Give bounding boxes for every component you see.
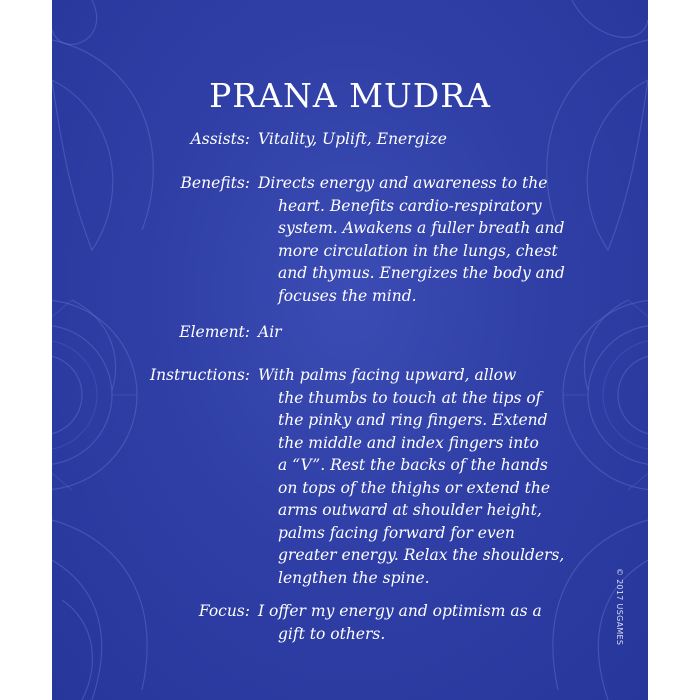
instructions-text [258, 364, 604, 589]
element-text [258, 321, 604, 344]
instructions-label: Instructions: [149, 366, 250, 384]
text-line: the thumbs to touch at the tips of [278, 388, 542, 407]
text-line: the pinky and ring fingers. Extend [278, 411, 548, 429]
assists-text [258, 128, 604, 151]
text-line: I offer my energy and optimism as a [258, 602, 542, 620]
text-line: Air [258, 323, 282, 341]
text-line: lengthen the spine. [278, 568, 430, 587]
focus-label: Focus: [198, 602, 250, 620]
text-line: greater energy. Relax the shoulders, [278, 546, 565, 564]
text-line: system. Awakens a fuller breath and [278, 219, 565, 237]
text-line: arms outward at shoulder height, [278, 501, 542, 519]
text-line: and thymus. Energizes the body and [278, 264, 565, 282]
text-line: on tops of the thighs or extend the [278, 478, 551, 497]
text-line: the middle and index fingers into [278, 433, 539, 452]
text-line: more circulation in the lungs, chest [278, 241, 558, 260]
element-label: Element: [179, 323, 250, 341]
text-line: palms facing forward for even [278, 523, 515, 542]
text-line: Directs energy and awareness to the [258, 174, 548, 192]
text-line: gift to others. [278, 624, 386, 643]
assists-label: Assists: [190, 130, 250, 148]
text-line: Vitality, Uplift, Energize [258, 130, 447, 148]
text-line: focuses the mind. [278, 286, 417, 305]
text-line: a “V”. Rest the backs of the hands [278, 456, 548, 474]
benefits-label: Benefits: [180, 174, 250, 192]
copyright-notice: © 2017 USGAMES [615, 568, 624, 646]
focus-text [258, 600, 604, 645]
card-title: PRANA MUDRA [209, 76, 491, 115]
text-line: With palms facing upward, allow [258, 366, 517, 384]
card [52, 0, 648, 700]
text-line: heart. Benefits cardio-respiratory [278, 196, 542, 215]
benefits-text [258, 172, 604, 307]
